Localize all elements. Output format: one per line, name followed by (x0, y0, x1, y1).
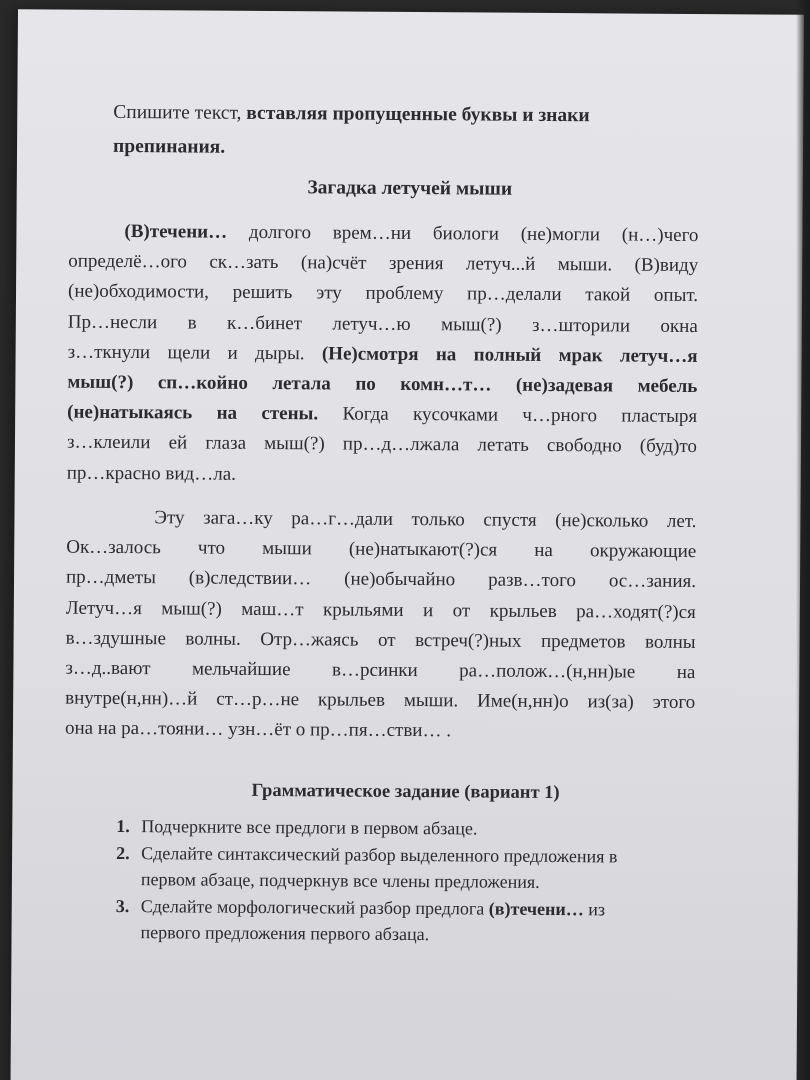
task-number: 1. (116, 815, 130, 837)
p1-line (68, 337, 698, 372)
task-text-end: из (583, 898, 606, 919)
p2-line: в…здушные волны. Отр…жаясь от встреч(?)ных предметов волны (65, 627, 696, 653)
p1-line: мыш(?) сп…койно летала по комн…т… (не)задевая мебель (67, 371, 698, 397)
task-text-line1: Сделайте синтаксический разбор выделенного предложения в (141, 842, 618, 866)
instruction-line1-start: Спишите текст, (113, 101, 247, 124)
instruction-line1-bold: вставляя пропущенные буквы и знаки (246, 102, 590, 127)
task-text-bold: (в)течени… (488, 898, 584, 919)
paragraph-2 (65, 503, 697, 749)
p1-line5-bold: (Не)смотря на полный мрак летуч…я (321, 343, 698, 367)
p1-line: Пр…несли в к…бинет летуч…ю мыш(?) з…шторили окна (67, 311, 698, 337)
task-item-1 (116, 813, 726, 844)
text-title: Загадка летучей мыши (307, 177, 513, 200)
task-number: 3. (115, 895, 130, 916)
p1-line: определё…ого ск…зать (на)счёт зрения летуч...й мыши. (В)виду (68, 250, 699, 277)
p1-line1-rest: долгого врем…ни биологи (не)могли (н…)чего (227, 221, 699, 247)
task-text: Подчеркните все предлоги в первом абзаце. (141, 816, 478, 839)
p1-line: з…клеили ей глаза мыш(?) пр…д…лжала летать свободно (буд)то (66, 431, 698, 458)
instruction (113, 96, 713, 168)
instruction-line2-bold: препинания. (112, 135, 226, 158)
p2-line: Ок…залось что мыши (не)натыкают(?)ся на окружающие (66, 536, 697, 563)
task-text-line2: первого предложения первого абзаца. (140, 922, 430, 945)
p2-line: внутре(н,нн)…й ст…р…не крыльев мыши. Име(н,нн)о из(за) этого (65, 687, 696, 714)
grammar-task-list (115, 813, 726, 950)
p2-line: з…д..вают мельчайшие в…рсинки ра…полож…(н,нн)ые на (65, 657, 696, 683)
p1-line7-rest: Когда кусочками ч…рного пластыря (318, 403, 698, 428)
p2-line: пр…дметы (в)следствии… (не)обычайно разв…того ос…зания. (65, 566, 697, 593)
grammar-task-title: Грамматическое задание (вариант 1) (251, 780, 560, 804)
task-number: 2. (116, 842, 130, 863)
task-text-line2: первом абзаце, подчеркнув все члены предложения. (140, 869, 540, 892)
p2-line: Эту зага…ку ра…г…дали только спустя (не)сколько лет. (154, 507, 697, 533)
p1-line (68, 217, 698, 252)
paragraph-1 (67, 217, 699, 493)
p1-line: пр…красно вид…ла. (66, 462, 237, 485)
p2-line: Летуч…я мыш(?) маш…т крыльями и от крыльев ра…ходят(?)ся (65, 597, 696, 623)
p2-line: она на ра…тояни… узн…ёт о пр…пя…стви… . (64, 717, 452, 742)
task-text-start: Сделайте морфологический разбор предлога (140, 895, 489, 919)
background-shadow (796, 0, 810, 1080)
p1-line5-normal: з…ткнули щели и дыры. (67, 341, 322, 365)
p1-line1-bold: (В)течени… (124, 221, 228, 243)
p1-line: (не)обходимости, решить эту проблему пр…делали такой опыт. (67, 280, 699, 307)
p1-line7-bold: (не)натыкаясь на стены. (67, 401, 319, 425)
p1-line (67, 398, 697, 433)
task-item-3 (115, 892, 725, 949)
task-item-2 (116, 839, 726, 896)
paper-sheet (10, 9, 804, 1080)
